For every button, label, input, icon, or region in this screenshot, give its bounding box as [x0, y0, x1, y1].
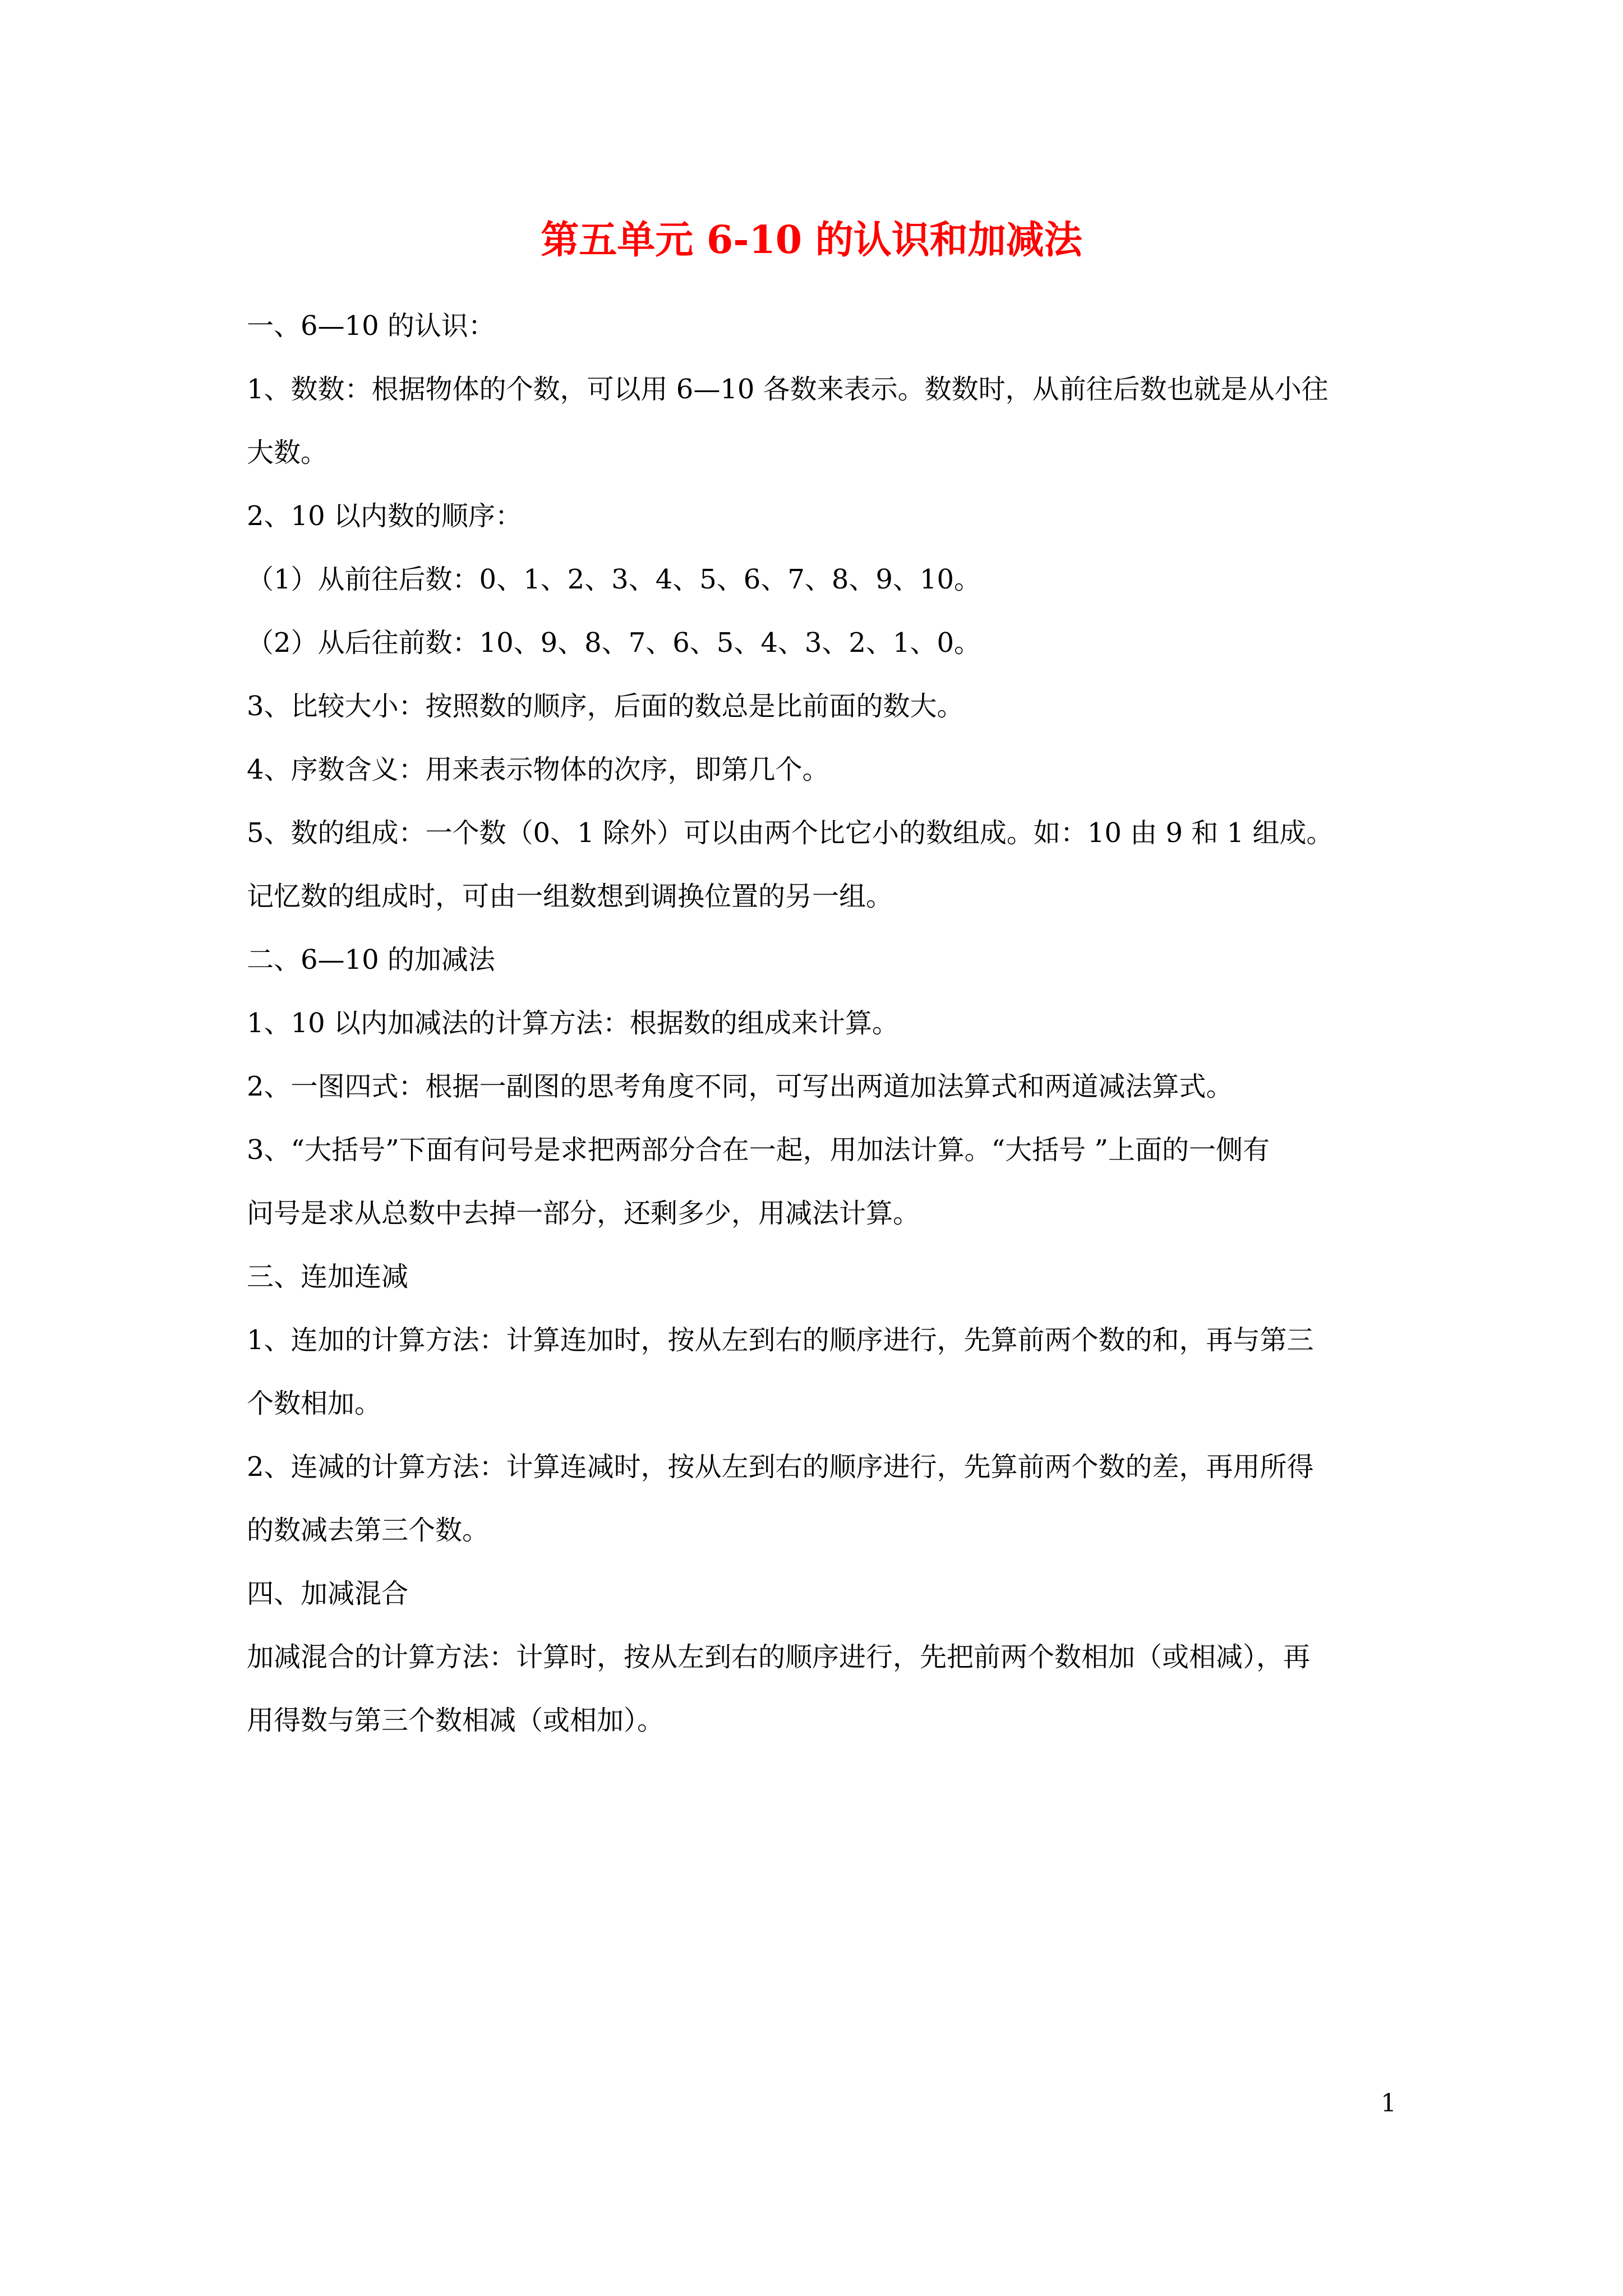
body-line: 二、6—10 的加减法 [247, 944, 495, 976]
body-line: 问号是求从总数中去掉一部分，还剩多少，用减法计算。 [247, 1198, 920, 1229]
body-line: （1）从前往后数：0、1、2、3、4、5、6、7、8、9、10。 [247, 564, 981, 595]
body-line: 记忆数的组成时，可由一组数想到调换位置的另一组。 [247, 881, 893, 912]
document-title: 第五单元 6-10 的认识和加减法 [541, 218, 1082, 263]
body-line: 三、连加连减 [247, 1261, 409, 1292]
body-line: 2、10 以内数的顺序： [247, 500, 522, 532]
body-line: 1、数数：根据物体的个数，可以用 6—10 各数来表示。数数时，从前往后数也就是从小往 [247, 374, 1329, 405]
body-line: 个数相加。 [247, 1388, 382, 1419]
body-line: 3、“大括号”下面有问号是求把两部分合在一起，用加法计算。“大括号 ”上面的一侧有 [247, 1134, 1270, 1166]
body-line: 加减混合的计算方法：计算时，按从左到右的顺序进行，先把前两个数相加（或相减），再 [247, 1641, 1311, 1673]
body-line: 2、连减的计算方法：计算连减时，按从左到右的顺序进行，先算前两个数的差，再用所得 [247, 1451, 1314, 1483]
body-line: 一、6—10 的认识： [247, 310, 495, 342]
body-line: 4、序数含义：用来表示物体的次序，即第几个。 [247, 754, 829, 785]
body-line: 四、加减混合 [247, 1578, 409, 1609]
body-line: 3、比较大小：按照数的顺序，后面的数总是比前面的数大。 [247, 691, 964, 722]
body-line: 1、10 以内加减法的计算方法：根据数的组成来计算。 [247, 1007, 899, 1039]
body-line: 用得数与第三个数相减（或相加）。 [247, 1705, 665, 1736]
body-line: 1、连加的计算方法：计算连加时，按从左到右的顺序进行，先算前两个数的和，再与第三 [247, 1324, 1314, 1356]
body-line: 大数。 [247, 437, 328, 468]
page-number: 1 [1381, 2089, 1396, 2118]
body-line: （2）从后往前数：10、9、8、7、6、5、4、3、2、1、0。 [247, 627, 981, 659]
body-line: 的数减去第三个数。 [247, 1515, 490, 1546]
body-line: 2、一图四式：根据一副图的思考角度不同，可写出两道加法算式和两道减法算式。 [247, 1071, 1233, 1102]
body-line: 5、数的组成：一个数（0、1 除外）可以由两个比它小的数组成。如：10 由 9 和 1 组成。 [247, 817, 1334, 849]
document-body [247, 295, 1396, 1752]
